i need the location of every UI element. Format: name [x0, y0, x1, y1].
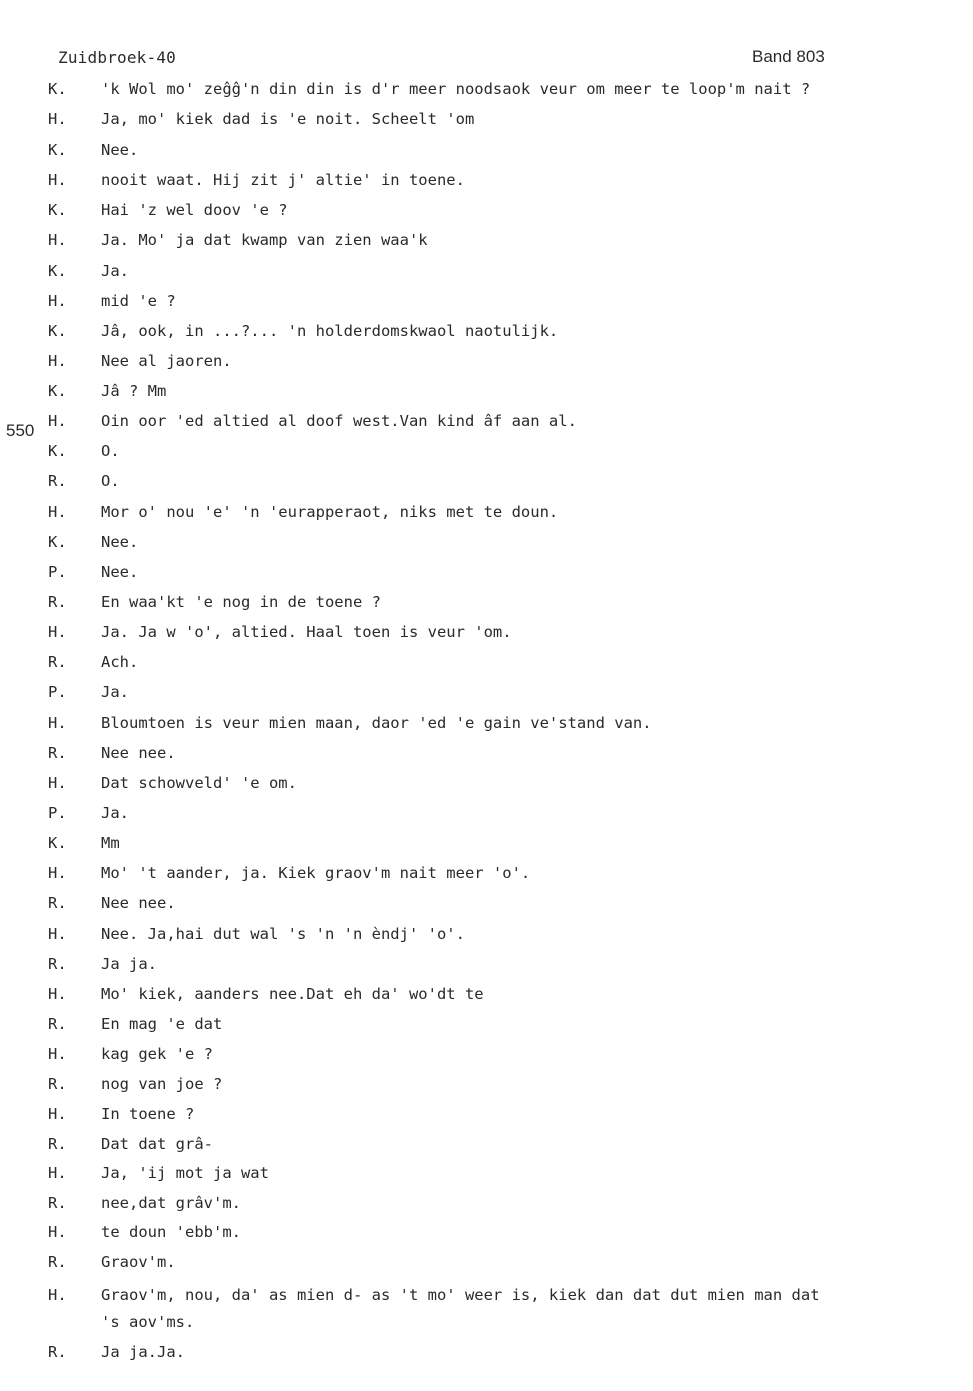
speaker-label: H.	[48, 864, 67, 882]
utterance-text: Ja ja.Ja.	[101, 1343, 185, 1361]
utterance-text: En waa'kt 'e nog in de toene ?	[101, 593, 381, 611]
utterance-text: te doun 'ebb'm.	[101, 1223, 241, 1241]
header-location: Zuidbroek-40	[58, 48, 176, 67]
speaker-label: H.	[48, 503, 67, 521]
speaker-label: R.	[48, 1135, 67, 1153]
utterance-text: nee,dat grâv'm.	[101, 1194, 241, 1212]
utterance-text: Ja, 'ij mot ja wat	[101, 1164, 269, 1182]
utterance-text: Nee nee.	[101, 744, 176, 762]
utterance-text: Nee.	[101, 533, 139, 551]
utterance-continuation: 's aov'ms.	[101, 1313, 195, 1331]
utterance-text: Graov'm, nou, da' as mien d- as 't mo' weer is, kiek dan dat dut mien man dat	[101, 1286, 820, 1304]
speaker-label: H.	[48, 623, 67, 641]
utterance-text: Ja.	[101, 683, 129, 701]
utterance-text: Dat dat grâ-	[101, 1135, 213, 1153]
utterance-text: Ja ja.	[101, 955, 157, 973]
speaker-label: H.	[48, 1105, 67, 1123]
utterance-text: Ja.	[101, 262, 129, 280]
utterance-text: Ja, mo' kiek dad is 'e noit. Scheelt 'om	[101, 110, 475, 128]
utterance-text: Mo' kiek, aanders nee.Dat eh da' wo'dt te	[101, 985, 484, 1003]
utterance-text: Hai 'z wel doov 'e ?	[101, 201, 288, 219]
speaker-label: K.	[48, 533, 67, 551]
speaker-label: H.	[48, 714, 67, 732]
speaker-label: R.	[48, 653, 67, 671]
speaker-label: K.	[48, 382, 67, 400]
speaker-label: H.	[48, 774, 67, 792]
utterance-text: Ach.	[101, 653, 139, 671]
speaker-label: K.	[48, 442, 67, 460]
utterance-text: nooit waat. Hij zit j' altie' in toene.	[101, 171, 465, 189]
utterance-text: Bloumtoen is veur mien maan, daor 'ed 'e gain ve'stand van.	[101, 714, 652, 732]
speaker-label: H.	[48, 231, 67, 249]
speaker-label: H.	[48, 1286, 67, 1304]
utterance-text: O.	[101, 442, 120, 460]
speaker-label: P.	[48, 804, 67, 822]
utterance-text: Nee. Ja,hai dut wal 's 'n 'n èndj' 'o'.	[101, 925, 465, 943]
utterance-text: Graov'm.	[101, 1253, 176, 1271]
speaker-label: K.	[48, 141, 67, 159]
utterance-text: En mag 'e dat	[101, 1015, 223, 1033]
speaker-label: H.	[48, 925, 67, 943]
utterance-text: Ja. Ja w 'o', altied. Haal toen is veur 'om.	[101, 623, 512, 641]
speaker-label: R.	[48, 744, 67, 762]
utterance-text: Nee.	[101, 563, 139, 581]
speaker-label: R.	[48, 894, 67, 912]
speaker-label: H.	[48, 110, 67, 128]
speaker-label: K.	[48, 322, 67, 340]
speaker-label: R.	[48, 1015, 67, 1033]
speaker-label: H.	[48, 1223, 67, 1241]
speaker-label: R.	[48, 1343, 67, 1361]
utterance-text: Dat schowveld' 'e om.	[101, 774, 297, 792]
speaker-label: H.	[48, 352, 67, 370]
speaker-label: P.	[48, 683, 67, 701]
speaker-label: K.	[48, 834, 67, 852]
speaker-label: K.	[48, 80, 67, 98]
utterance-text: Jâ, ook, in ...?... 'n holderdomskwaol naotulijk.	[101, 322, 559, 340]
speaker-label: H.	[48, 1164, 67, 1182]
speaker-label: R.	[48, 1253, 67, 1271]
utterance-text: 'k Wol mo' zeĝĝ'n din din is d'r meer noodsaok veur om meer te loop'm nait ?	[101, 80, 811, 98]
speaker-label: K.	[48, 262, 67, 280]
header-tape-number: Band 803	[752, 47, 825, 66]
utterance-text: Ja. Mo' ja dat kwamp van zien waa'k	[101, 231, 428, 249]
margin-counter-note: 550	[6, 421, 35, 440]
speaker-label: R.	[48, 1194, 67, 1212]
utterance-text: kag gek 'e ?	[101, 1045, 213, 1063]
utterance-text: Nee al jaoren.	[101, 352, 232, 370]
speaker-label: H.	[48, 292, 67, 310]
utterance-text: Mo' 't aander, ja. Kiek graov'm nait meer 'o'.	[101, 864, 531, 882]
utterance-text: O.	[101, 472, 120, 490]
utterance-text: nog van joe ?	[101, 1075, 223, 1093]
utterance-text: Ja.	[101, 804, 129, 822]
utterance-text: Nee nee.	[101, 894, 176, 912]
speaker-label: H.	[48, 1045, 67, 1063]
speaker-label: P.	[48, 563, 67, 581]
speaker-label: R.	[48, 472, 67, 490]
speaker-label: R.	[48, 955, 67, 973]
speaker-label: K.	[48, 201, 67, 219]
utterance-text: Jâ ? Mm	[101, 382, 167, 400]
utterance-text: Oin oor 'ed altied al doof west.Van kind âf aan al.	[101, 412, 577, 430]
utterance-text: Mm	[101, 834, 120, 852]
speaker-label: R.	[48, 593, 67, 611]
speaker-label: H.	[48, 985, 67, 1003]
utterance-text: Mor o' nou 'e' 'n 'eurapperaot, niks met te doun.	[101, 503, 559, 521]
speaker-label: H.	[48, 412, 67, 430]
speaker-label: R.	[48, 1075, 67, 1093]
utterance-text: mid 'e ?	[101, 292, 176, 310]
utterance-text: Nee.	[101, 141, 139, 159]
speaker-label: H.	[48, 171, 67, 189]
utterance-text: In toene ?	[101, 1105, 195, 1123]
